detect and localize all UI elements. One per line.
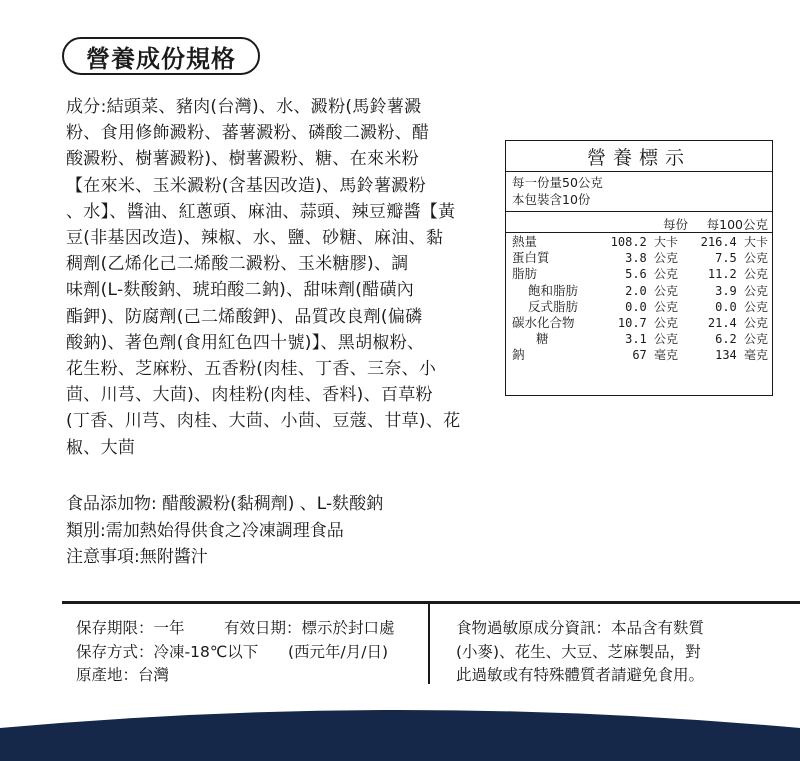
per-serving-value: 0.0 公克: [625, 299, 678, 314]
per-serving-value: 10.7 公克: [617, 315, 678, 330]
per-serving-value: 5.6 公克: [625, 267, 678, 282]
col-per-serving: 每份: [662, 217, 688, 232]
section-title: 營養成份規格: [62, 37, 260, 75]
nutrition-row: [506, 283, 772, 299]
expiry-text: 有效日期：標示於封口處: [224, 619, 395, 637]
allergen-line: 食物過敏原成分資訊：本品含有麩質: [456, 619, 705, 637]
nutrition-table: [505, 140, 773, 396]
nutrient-label: 反式脂肪: [528, 298, 579, 314]
per-serving-value: 3.1 公克: [625, 332, 678, 347]
nutrition-title: 營養標示: [506, 141, 772, 172]
per-100g-value: 7.5 公克: [715, 251, 768, 266]
storage-method-text: 保存方式：冷凍-18℃以下: [76, 642, 259, 661]
nutrition-row: [506, 347, 772, 363]
per-100g-value: 6.2 公克: [715, 332, 768, 347]
ingredient-line: 花生粉、芝麻粉、五香粉(肉桂、丁香、三奈、小: [66, 359, 437, 380]
date-format-text: (西元年/月/日): [288, 642, 389, 661]
footer-wave-shape: [0, 700, 800, 761]
per-100g-value: 0.0 公克: [715, 299, 768, 314]
ingredient-line: 、水】、醬油、紅蔥頭、麻油、蒜頭、辣豆瓣醬【黃: [66, 201, 456, 222]
shelf-life-text: 保存期限：一年: [76, 619, 185, 637]
vertical-divider: [428, 604, 430, 684]
ingredient-line: 【在來米、玉米澱粉(含基因改造)、馬鈴薯澱粉: [66, 175, 426, 196]
ingredient-line: 豆(非基因改造)、辣椒、水、鹽、砂糖、麻油、黏: [66, 228, 444, 249]
per-100g-value: 216.4 大卡: [700, 235, 768, 249]
nutrient-label: 熱量: [512, 234, 538, 249]
nutrient-label: 鈉: [512, 347, 525, 363]
origin-text: 原產地：台灣: [76, 666, 170, 684]
allergen-line: 此過敏或有特殊體質者請避免食用。: [456, 666, 705, 684]
ingredient-line: 酸鈉)、著色劑(食用紅色四十號)】、黑胡椒粉、: [66, 332, 425, 353]
ingredient-line: 酯鉀)、防腐劑(己二烯酸鉀)、品質改良劑(偏磷: [66, 306, 423, 327]
storage-row-2: [76, 641, 389, 665]
nutrition-row: [506, 250, 772, 266]
ingredient-line: 稠劑(乙烯化己二烯酸二澱粉、玉米糖膠)、調: [66, 254, 409, 275]
ingredient-line: 成分:結頭菜、豬肉(台灣)、水、澱粉(馬鈴薯澱: [66, 97, 422, 117]
nutrition-rows: [506, 233, 772, 364]
ingredient-line: 酸澱粉、樹薯澱粉)、樹薯澱粉、糖、在來米粉: [66, 149, 419, 170]
ingredient-line: (丁香、川芎、肉桂、大茴、小茴、豆蔻、甘草)、花: [66, 411, 461, 432]
per-100g-value: 11.2 公克: [707, 267, 768, 282]
divider-line: [62, 601, 800, 604]
nutrient-label: 脂肪: [512, 266, 538, 282]
nutrition-row: [506, 331, 772, 347]
nutrition-header-row: [506, 212, 772, 233]
per-100g-value: 134 毫克: [715, 348, 768, 363]
ingredient-line: 味劑(L-麩酸鈉、琥珀酸二鈉)、甜味劑(醋磺內: [66, 280, 415, 301]
storage-row-1: [76, 617, 395, 641]
serving-info: [506, 172, 772, 212]
notice-text: 注意事項:無附醬汁: [66, 547, 208, 567]
per-serving-value: 108.2 大卡: [610, 235, 678, 249]
ingredients-block: [66, 94, 461, 461]
per-100g-value: 21.4 公克: [707, 315, 768, 330]
storage-info: [76, 617, 395, 688]
nutrition-row: [506, 299, 772, 315]
additives-text: 食品添加物: 醋酸澱粉(黏稠劑) 、L-麩酸鈉: [66, 494, 384, 514]
per-serving-value: 3.8 公克: [625, 251, 678, 266]
nutrition-row: [506, 266, 772, 282]
allergen-line: (小麥)、花生、大豆、芝麻製品，對: [456, 642, 701, 661]
nutrient-label: 蛋白質: [512, 250, 550, 266]
col-per-100g: 每100公克: [706, 217, 768, 232]
servings-per-pack: 本包裝含10份: [512, 192, 591, 207]
nutrient-label: 糖: [536, 331, 549, 347]
storage-row-3: [76, 664, 258, 688]
footer-wave-band: [0, 700, 800, 761]
extra-info-block: [66, 491, 486, 571]
serving-size: 每一份量50公克: [512, 175, 603, 190]
category-text: 類別:需加熱始得供食之冷凍調理食品: [66, 520, 344, 541]
per-serving-value: 67 毫克: [632, 348, 678, 363]
nutrition-row: [506, 315, 772, 331]
ingredient-line: 茴、川芎、大茴)、肉桂粉(肉桂、香料)、百草粉: [66, 385, 433, 406]
nutrient-label: 碳水化合物: [512, 314, 575, 330]
allergen-info: [456, 617, 776, 688]
ingredient-line: 椒、大茴: [66, 437, 136, 458]
nutrition-row: [506, 234, 772, 250]
per-serving-value: 2.0 公克: [625, 283, 678, 298]
nutrient-label: 飽和脂肪: [528, 282, 579, 298]
ingredient-line: 粉、食用修飾澱粉、蕃薯澱粉、磷酸二澱粉、醋: [66, 123, 430, 144]
per-100g-value: 3.9 公克: [715, 283, 768, 298]
